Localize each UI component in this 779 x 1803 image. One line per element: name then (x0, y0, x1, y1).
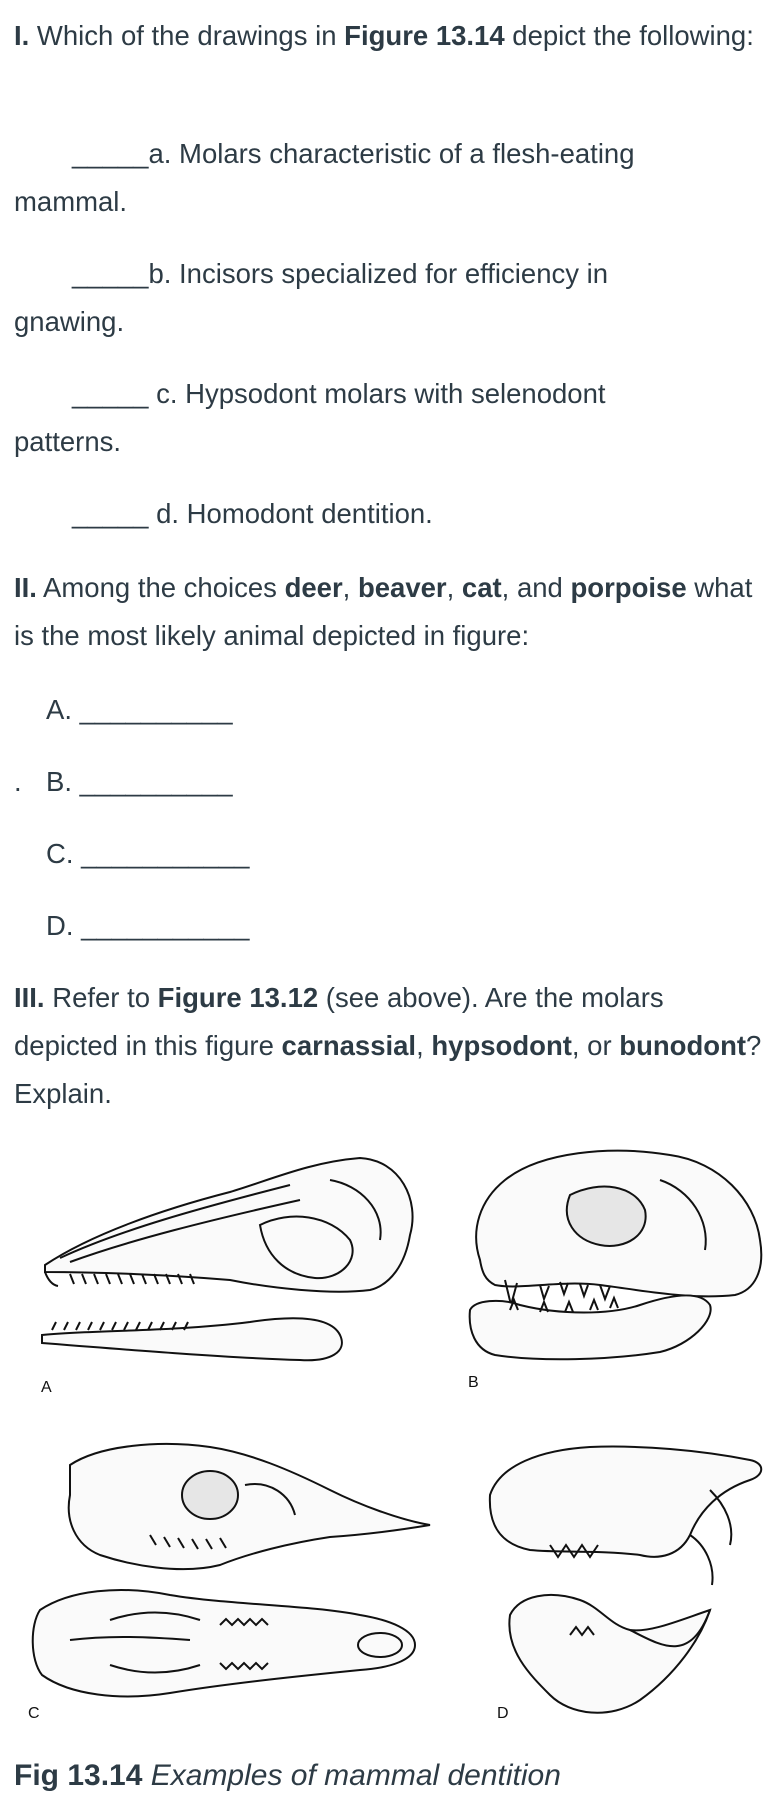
figure-caption (14, 1756, 561, 1796)
question-1-text: I. Which of the drawings in Figure 13.14 depict the following: (14, 20, 754, 51)
answer-d: D. ___________ (46, 910, 250, 941)
figure-label-a: A (41, 1379, 52, 1396)
question-1-number: I. (14, 20, 30, 51)
term-hypsodont: hypsodont (431, 1030, 572, 1061)
figure-ref-13-14: Figure 13.14 (344, 20, 505, 51)
choice-porpoise: porpoise (570, 572, 687, 603)
item-c-line2: patterns. (14, 426, 122, 457)
question-3-number: III. (14, 982, 45, 1013)
answer-c: C. ___________ (46, 838, 250, 869)
choice-deer: deer (284, 572, 343, 603)
stray-dot: . (14, 766, 22, 797)
skull-c-deer (30, 1425, 440, 1725)
figure-label-b: B (468, 1374, 479, 1391)
figure-label-c: C (28, 1705, 40, 1722)
question-3-text: III. Refer to Figure 13.12 (see above). Are the molars depicted in this figure carnassial, hypsodont, or bunodont? Explain. (14, 982, 762, 1109)
figure-ref-13-12: Figure 13.12 (157, 982, 319, 1013)
item-b-line1: _____b. Incisors specialized for efficiency in (72, 258, 609, 289)
question-2-number: II. (14, 572, 37, 603)
item-c-line1: _____ c. Hypsodont molars with selenodont (72, 378, 606, 409)
answer-b: B. __________ (46, 766, 233, 797)
caption-title: Examples of mammal dentition (150, 1759, 561, 1792)
term-bunodont: bunodont (619, 1030, 747, 1061)
term-carnassial: carnassial (281, 1030, 417, 1061)
item-d-line1: _____ d. Homodont dentition. (72, 498, 433, 529)
item-a-line1: _____a. Molars characteristic of a flesh-eating (72, 138, 635, 169)
item-a-line2: mammal. (14, 186, 128, 217)
figure-label-d: D (497, 1705, 509, 1722)
skull-a-porpoise (30, 1140, 420, 1370)
skull-b-cat (460, 1140, 770, 1380)
choice-cat: cat (461, 572, 502, 603)
choice-beaver: beaver (357, 572, 447, 603)
question-2-text: II. Among the choices deer, beaver, cat, and porpoise what is the most likely animal depicted in figure: (14, 572, 753, 651)
caption-figure-number: Fig 13.14 (14, 1759, 143, 1792)
answer-a: A. __________ (46, 694, 233, 725)
skull-d-beaver (480, 1435, 770, 1725)
item-b-line2: gnawing. (14, 306, 125, 337)
